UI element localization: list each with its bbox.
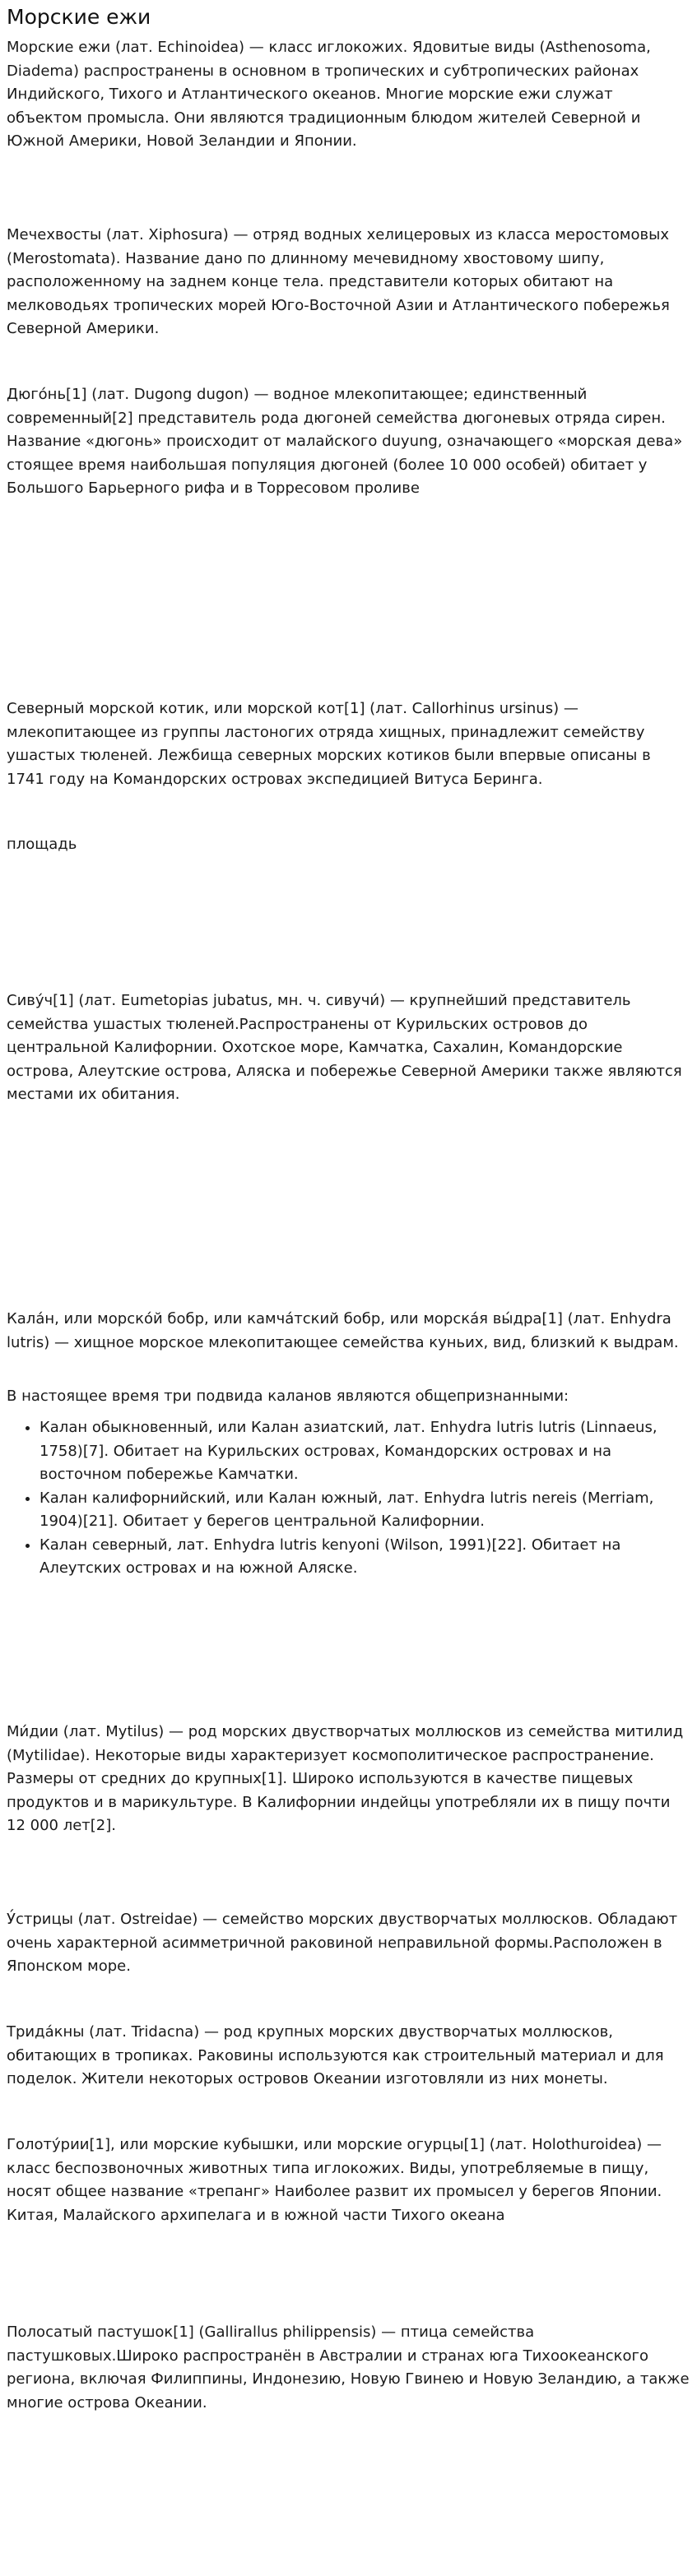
list-item: • Калан калифорнийский, или Калан южный, лат. Enhydra lutris nereis (Merriam, 1904)[21]. Обитает у берегов центральной Калифорнии.	[39, 1487, 690, 1534]
paragraph-area: площадь	[7, 836, 77, 853]
paragraph-dugong: Дюго́нь[1] (лат. Dugong dugon) — водное млекопитающее; единственный современный[2] представитель рода дюгоней семейства дюгоневых отряда сирен. Название «дюгонь» происходит от малайского duyung, означающего «морская дева» стоящее время наибольшая популяция дюгоней (более 10 000 особей) обитает у Большого Барьерного рифа и в Торресовом проливе	[7, 386, 683, 497]
list-item: • Калан северный, лат. Enhydra lutris kenyoni (Wilson, 1991)[22]. Обитает на Алеутских островах и на южной Аляске.	[39, 1534, 690, 1581]
paragraph-horseshoe-crabs: Мечехвосты (лат. Xiphosura) — отряд водных хелицеровых из класса меростомовых (Merostomata). Название дано по длинному мечевидному хвостовому шипу, расположенному на заднем конце тела. представители которых обитают на мелководьях тропических морей Юго-Восточной Азии и Атлантического побережья Северной Америки.	[7, 226, 670, 337]
paragraph-sea-lion: Сиву́ч[1] (лат. Eumetopias jubatus, мн. ч. сивучи́) — крупнейший представитель семейства ушастых тюленей.Распространены от Курильских островов до центральной Калифорнии. Охотское море, Камчатка, Сахалин, Командорские острова, Алеутские острова, Аляска и побережье Северной Америки также являются местами их обитания.	[7, 992, 682, 1103]
paragraph-sea-otter: Кала́н, или морско́й бобр, или камча́тский бобр, или морска́я вы́дра[1] (лат. Enhydra lutris) — хищное морское млекопитающее семейства куньих, вид, близкий к выдрам.	[7, 1310, 679, 1351]
paragraph-sea-urchins: Морские ежи (лат. Echinoidea) — класс иглокожих. Ядовитые виды (Asthenosoma, Diadema) распространены в основном в тропических и субтропических районах Индийского, Тихого и Атлантического океанов. Многие морские ежи служат объектом промысла. Они являются традиционным блюдом жителей Северной и Южной Америки, Новой Зеландии и Японии.	[7, 39, 651, 150]
paragraph-oysters: У́стрицы (лат. Ostreidae) — семейство морских двустворчатых моллюсков. Обладают очень характерной асимметричной раковиной неправильной формы.Расположен в Японском море.	[7, 1911, 678, 1975]
paragraph-sea-cucumbers: Голоту́рии[1], или морские кубышки, или морские огурцы[1] (лат. Holothuroidea) — класс беспозвоночных животных типа иглокожих. Виды, употребляемые в пищу, носят общее название «трепанг» Наиболее развит их промысел у берегов Японии. Китая, Малайского архипелага и в южной части Тихого океана	[7, 2136, 662, 2224]
paragraph-subspecies-intro: В настоящее время три подвида каланов являются общепризнанными:	[7, 1388, 569, 1405]
paragraph-tridacna: Трида́кны (лат. Tridacna) — род крупных морских двустворчатых моллюсков, обитающих в тропиках. Раковины используются как строительный материал и для поделок. Жители некоторых островов Океании изготовляли из них монеты.	[7, 2023, 664, 2087]
page-title: Морские ежи	[7, 5, 151, 29]
subspecies-list	[7, 1416, 690, 1581]
list-item: • Калан обыкновенный, или Калан азиатский, лат. Enhydra lutris lutris (Linnaeus, 1758)[7]. Обитает на Курильских островах, Командорских островах и на восточном побережье Камчатки.	[39, 1416, 690, 1487]
paragraph-mussels: Ми́дии (лат. Mytilus) — род морских двустворчатых моллюсков из семейства митилид (Mytilidae). Некоторые виды характеризует космополитическое распространение. Размеры от средних до крупных[1]. Широко используются в качестве пищевых продуктов и в марикультуре. В Калифорнии индейцы употребляли их в пищу почти 12 000 лет[2].	[7, 1723, 684, 1834]
paragraph-buff-banded-rail: Полосатый пастушок[1] (Gallirallus philippensis) — птица семейства пастушковых.Широко распространён в Австралии и странах юга Тихоокеанского региона, включая Филиппины, Индонезию, Новую Гвинею и Новую Зеландию, а также многие острова Океании.	[7, 2323, 690, 2412]
paragraph-northern-fur-seal: Северный морской котик, или морской кот[1] (лат. Callorhinus ursinus) — млекопитающее из группы ластоногих отряда хищных, принадлежит семейству ушастых тюленей. Лежбища северных морских котиков были впервые описаны в 1741 году на Командорских островах экспедицией Витуса Беринга.	[7, 700, 651, 788]
